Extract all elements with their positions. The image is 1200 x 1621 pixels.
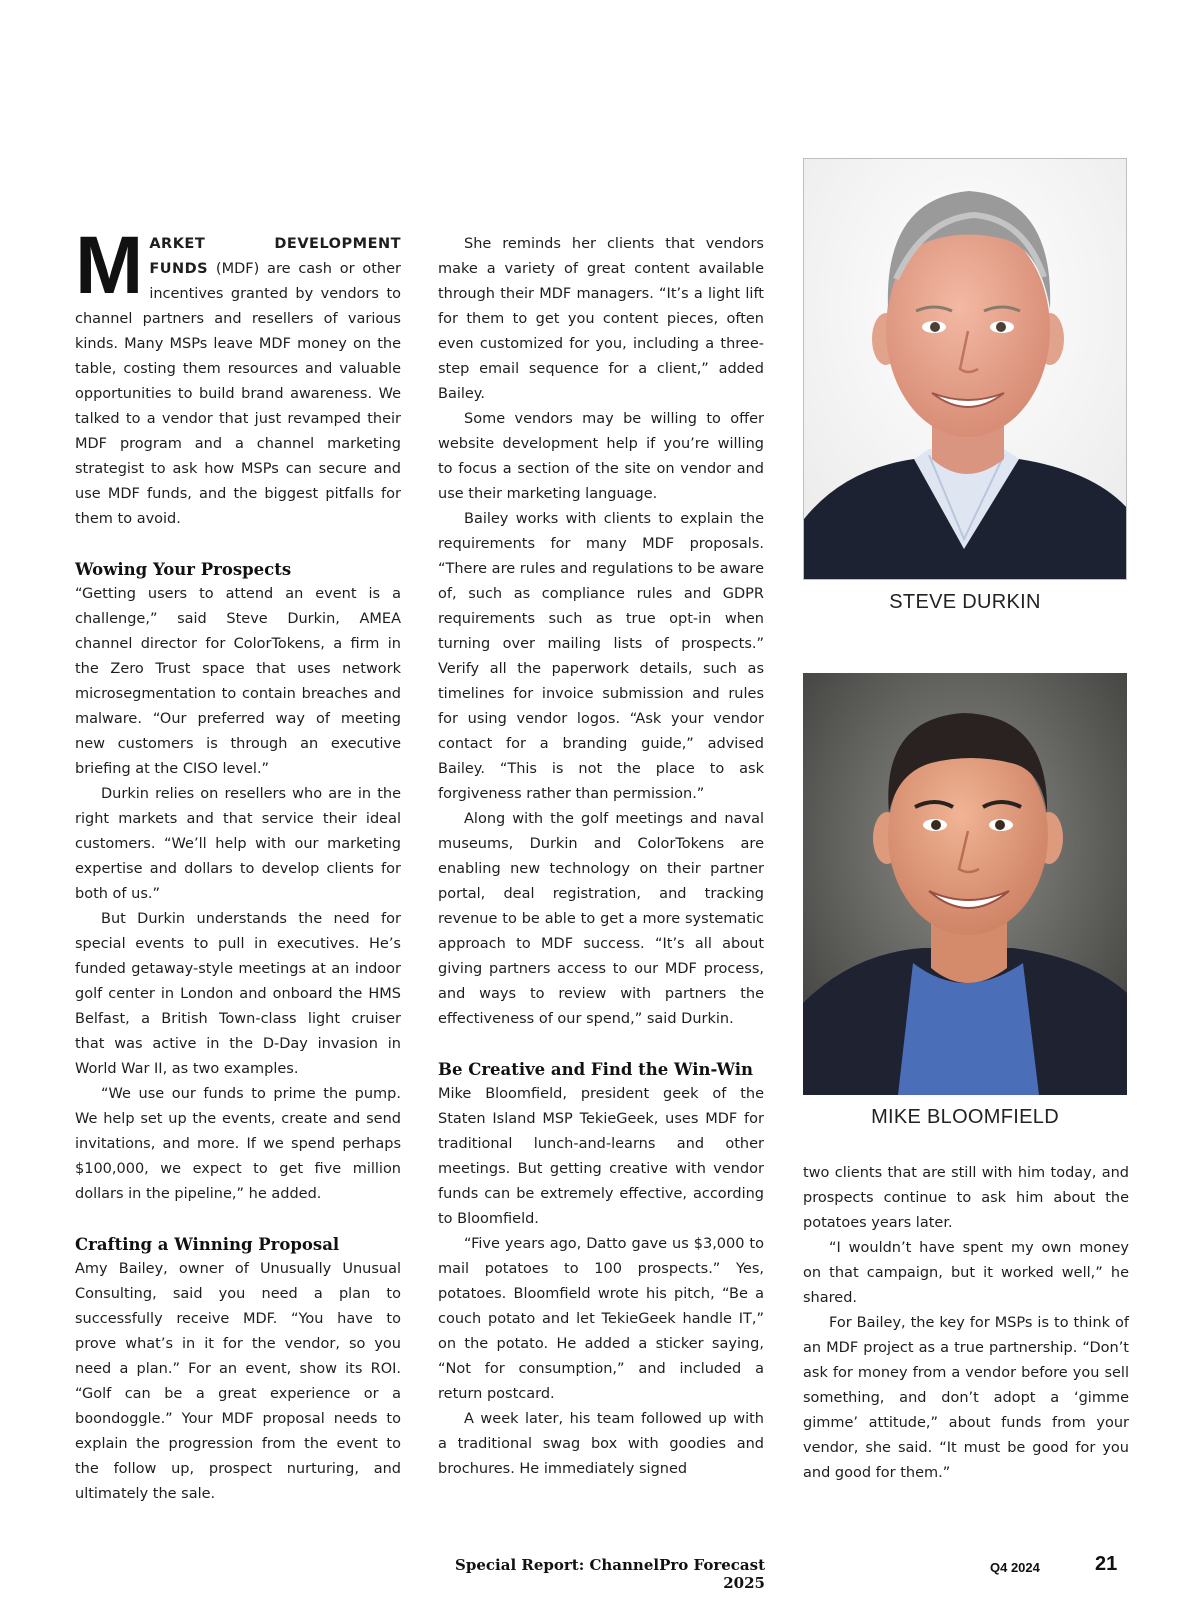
caption-mike-bloomfield: MIKE BLOOMFIELD — [871, 1106, 1059, 1128]
article-column-2 — [438, 232, 764, 1482]
photo-steve-durkin — [803, 158, 1127, 580]
paragraph: Mike Bloomfield, president geek of the Staten Island MSP TekieGeek, uses MDF for traditional lunch-and-learns and other meetings. But getting creative with vendor funds can be extremely effective, according to Bloomfield. — [438, 1086, 764, 1227]
heading-wowing-prospects: Wowing Your Prospects — [75, 560, 292, 579]
paragraph: “I wouldn’t have spent my own money on that campaign, but it worked well,” he shared. — [803, 1240, 1129, 1306]
paragraph: Along with the golf meetings and naval museums, Durkin and ColorTokens are enabling new technology on their partner portal, deal registration, and tracking revenue to be able to get a more systematic approach to MDF success. “It’s all about giving partners access to our MDF process, and ways to review with partners the effectiveness of our spend,” said Durkin. — [438, 811, 764, 1027]
footer-issue: Q4 2024 — [990, 1560, 1040, 1575]
paragraph: Durkin relies on resellers who are in the right markets and that service their ideal customers. “We’ll help with our marketing expertise and dollars to develop clients for both of us.” — [75, 786, 401, 902]
portrait-illustration — [803, 673, 1127, 1095]
article-column-1 — [75, 220, 401, 1507]
paragraph: “Getting users to attend an event is a challenge,” said Steve Durkin, AMEA channel director for ColorTokens, a firm in the Zero Trust space that uses network microsegmentation to contain breaches and malware. “Our preferred way of meeting new customers is through an executive briefing at the CISO level.” — [75, 586, 401, 777]
paragraph: For Bailey, the key for MSPs is to think of an MDF project as a true partnership. “Don’t ask for money from a vendor before you sell something, and don’t adopt a ‘gimme gimme’ attitude,” about funds from your vendor, she said. “It must be good for you and good for them.” — [803, 1315, 1129, 1481]
paragraph: “We use our funds to prime the pump. We help set up the events, create and send invitations, and more. If we spend perhaps $100,000, we expect to get five million dollars in the pipeline,” he added. — [75, 1086, 401, 1202]
lead-paragraph — [75, 220, 401, 532]
caption-steve-durkin: STEVE DURKIN — [889, 591, 1041, 613]
paragraph: A week later, his team followed up with a traditional swag box with goodies and brochures. He immediately signed — [438, 1411, 764, 1477]
paragraph: She reminds her clients that vendors make a variety of great content available through their MDF managers. “It’s a light lift for them to get you content pieces, often even customized for you, including a three-step email sequence for a client,” added Bailey. — [438, 236, 764, 402]
lead-text: (MDF) are cash or other incentives granted by vendors to channel partners and resellers of various kinds. Many MSPs leave MDF money on the table, costing them resources and valuable opportunities to build brand awareness. We talked to a vendor that just revamped their MDF program and a channel marketing strategist to ask how MSPs can secure and use MDF funds, and the biggest pitfalls for them to avoid. — [75, 261, 401, 527]
paragraph: Amy Bailey, owner of Unusually Unusual Consulting, said you need a plan to successfully receive MDF. “You have to prove what’s in it for the vendor, so you need a plan.” For an event, show its ROI. “Golf can be a great experience or a boondoggle.” Your MDF proposal needs to explain the progression from the event to the follow up, prospect nurturing, and ultimately the sale. — [75, 1261, 401, 1502]
article-column-3 — [803, 1161, 1129, 1486]
paragraph: Bailey works with clients to explain the requirements for many MDF proposals. “There are rules and regulations to be aware of, such as compliance rules and GDPR requirements such as true opt-in when turning over mailing lists of prospects.” Verify all the paperwork details, such as timelines for invoice submission and rules for using vendor logos. “Ask your vendor contact for a branding guide,” advised Bailey. “This is not the place to ask forgiveness rather than permission.” — [438, 511, 764, 802]
photo-mike-bloomfield — [803, 673, 1127, 1095]
paragraph: Some vendors may be willing to offer website development help if you’re willing to focus a section of the site on vendor and use their marketing language. — [438, 411, 764, 502]
heading-be-creative: Be Creative and Find the Win-Win — [438, 1060, 753, 1079]
paragraph: But Durkin understands the need for special events to pull in executives. He’s funded getaway-style meetings at an indoor golf center in London and onboard the HMS Belfast, a British Town-class light cruiser that was active in the D-Day invasion in World War II, as two examples. — [75, 911, 401, 1077]
portrait-illustration — [804, 159, 1127, 580]
page-number: 21 — [1095, 1553, 1118, 1575]
heading-crafting-proposal: Crafting a Winning Proposal — [75, 1235, 340, 1254]
drop-cap: M — [75, 220, 144, 311]
paragraph: two clients that are still with him today, and prospects continue to ask him about the potatoes years later. — [803, 1165, 1129, 1231]
paragraph: “Five years ago, Datto gave us $3,000 to mail potatoes to 100 prospects.” Yes, potatoes. Bloomfield wrote his pitch, “Be a couch potato and let TekieGeek handle IT,” on the potato. He added a sticker saying, “Not for consumption,” and included a return postcard. — [438, 1236, 764, 1402]
lead-caps: ARKET DEVELOPMENT FUNDS — [149, 236, 401, 277]
footer-publication-title: Special Report: ChannelPro Forecast 2025 — [455, 1556, 765, 1592]
